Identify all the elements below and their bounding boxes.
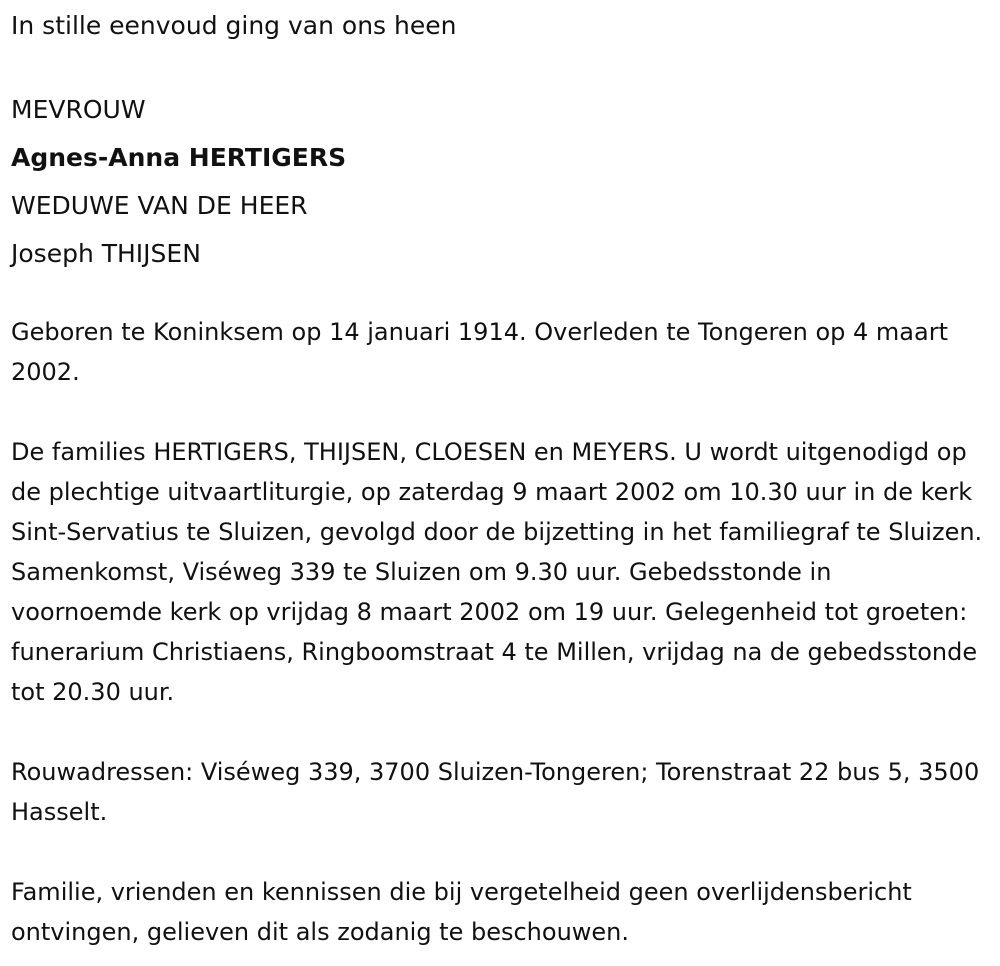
deceased-name: Agnes-Anna HERTIGERS [11,143,347,172]
death-notice [11,6,991,952]
funeral-info-paragraph: De families HERTIGERS, THIJSEN, CLOESEN en MEYERS. U wordt uitgenodigd op de plechtige uitvaartliturgie, op zaterdag 9 maart 2002 om 10.30 uur in de kerk Sint-Servatius te Sluizen, gevolgd door de bijzetting in het familiegraf te Sluizen. Samenkomst, Viséweg 339 te Sluizen om 9.30 uur. Gebedsstonde in voornoemde kerk op vrijdag 8 maart 2002 om 19 uur. Gelegenheid tot groeten: funerarium Christiaens, Ringboomstraat 4 te Millen, vrijdag na de gebedsstonde tot 20.30 uur. [11,438,983,706]
addresses-paragraph: Rouwadressen: Viséweg 339, 3700 Sluizen-Tongeren; Torenstraat 22 bus 5, 3500 Hasselt. [11,758,980,826]
title-text: MEVROUW [11,95,146,124]
relation-text: WEDUWE VAN DE HEER [11,191,308,220]
birth-death-paragraph: Geboren te Koninksem op 14 januari 1914. Overleden te Tongeren op 4 maart 2002. [11,318,948,386]
intro-text: In stille eenvoud ging van ons heen [11,11,457,40]
spouse-name: Joseph THIJSEN [11,239,201,268]
closing-note-paragraph: Familie, vrienden en kennissen die bij vergetelheid geen overlijdensbericht ontvingen, gelieven dit als zodanig te beschouwen. [11,878,912,946]
name-block [11,86,991,278]
